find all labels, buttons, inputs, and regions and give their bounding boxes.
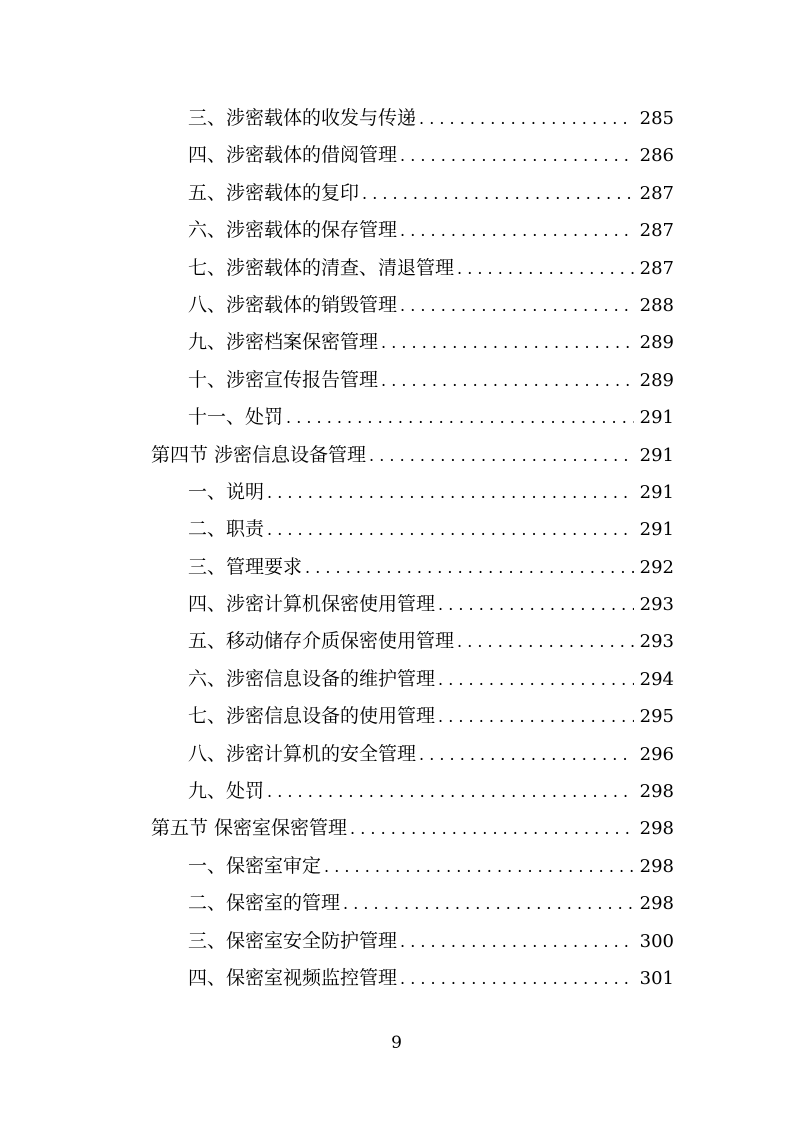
toc-entry-page: 291 [639, 519, 674, 541]
toc-entry-page: 287 [639, 220, 674, 242]
toc-entry-page: 293 [639, 631, 674, 653]
toc-entry-title: 八、涉密计算机的安全管理 [188, 742, 417, 765]
toc-entry[interactable] [0, 698, 793, 735]
toc-entry-title: 九、涉密档案保密管理 [188, 331, 379, 354]
toc-entry[interactable] [0, 885, 793, 922]
toc-entry-page: 298 [639, 781, 674, 803]
toc-leader-dots [283, 399, 634, 436]
toc-entry-page: 296 [639, 743, 674, 765]
toc-entry[interactable] [0, 511, 793, 548]
toc-leader-dots [397, 137, 634, 174]
toc-entry-title: 十、涉密宣传报告管理 [188, 368, 379, 391]
toc-entry[interactable] [0, 474, 793, 511]
toc-entry[interactable] [0, 137, 793, 174]
toc-entry-title: 九、处罚 [188, 780, 265, 803]
toc-leader-dots [340, 885, 634, 922]
toc-entry-title: 三、管理要求 [188, 555, 303, 578]
toc-leader-dots [397, 287, 634, 324]
toc-entry-title: 六、涉密信息设备的维护管理 [188, 667, 436, 690]
table-of-contents [0, 100, 793, 997]
toc-entry-title: 一、保密室审定 [188, 854, 322, 877]
toc-entry-title: 二、保密室的管理 [188, 892, 341, 915]
toc-entry[interactable] [0, 250, 793, 287]
toc-entry-page: 289 [639, 332, 674, 354]
toc-entry[interactable] [0, 960, 793, 997]
toc-entry-title: 七、涉密信息设备的使用管理 [188, 705, 436, 728]
toc-entry-page: 293 [639, 594, 674, 616]
toc-entry[interactable] [0, 324, 793, 361]
toc-entry-page: 287 [639, 257, 674, 279]
toc-leader-dots [454, 623, 634, 660]
toc-section-entry[interactable] [0, 437, 793, 474]
toc-entry-page: 292 [639, 556, 674, 578]
toc-leader-dots [397, 923, 634, 960]
toc-leader-dots [435, 698, 634, 735]
toc-leader-dots [264, 474, 634, 511]
toc-entry[interactable] [0, 586, 793, 623]
toc-entry[interactable] [0, 773, 793, 810]
toc-entry-title: 十一、处罚 [188, 406, 284, 429]
toc-leader-dots [435, 586, 634, 623]
toc-leader-dots [321, 848, 634, 885]
toc-entry[interactable] [0, 923, 793, 960]
toc-leader-dots [397, 960, 634, 997]
toc-entry-title: 四、保密室视频监控管理 [188, 966, 398, 989]
toc-leader-dots [435, 661, 634, 698]
toc-entry-page: 298 [639, 893, 674, 915]
toc-leader-dots [397, 212, 634, 249]
toc-entry[interactable] [0, 736, 793, 773]
toc-entry[interactable] [0, 362, 793, 399]
toc-entry-title: 六、涉密载体的保存管理 [188, 219, 398, 242]
toc-entry-title: 八、涉密载体的销毁管理 [188, 293, 398, 316]
toc-leader-dots [416, 736, 634, 773]
toc-leader-dots [264, 511, 634, 548]
toc-leader-dots [347, 810, 634, 847]
toc-section-entry[interactable] [0, 810, 793, 847]
toc-entry[interactable] [0, 399, 793, 436]
toc-entry-title: 五、移动储存介质保密使用管理 [188, 630, 455, 653]
toc-entry-title: 四、涉密计算机保密使用管理 [188, 593, 436, 616]
toc-entry-title: 五、涉密载体的复印 [188, 181, 360, 204]
toc-leader-dots [264, 773, 634, 810]
toc-leader-dots [416, 100, 634, 137]
toc-entry-title: 四、涉密载体的借阅管理 [188, 144, 398, 167]
toc-entry-page: 286 [639, 145, 674, 167]
toc-entry-page: 289 [639, 369, 674, 391]
toc-entry[interactable] [0, 661, 793, 698]
toc-entry-page: 300 [639, 930, 674, 952]
toc-entry-page: 291 [639, 407, 674, 429]
toc-entry[interactable] [0, 623, 793, 660]
toc-entry-page: 295 [639, 706, 674, 728]
toc-entry-page: 298 [639, 818, 674, 840]
toc-entry-page: 291 [639, 444, 674, 466]
toc-entry[interactable] [0, 212, 793, 249]
toc-leader-dots [302, 549, 634, 586]
toc-section-title: 第五节 保密室保密管理 [151, 817, 348, 840]
toc-leader-dots [378, 324, 634, 361]
toc-entry[interactable] [0, 175, 793, 212]
toc-entry[interactable] [0, 287, 793, 324]
toc-entry-page: 294 [639, 668, 674, 690]
toc-entry-page: 298 [639, 855, 674, 877]
toc-leader-dots [359, 175, 634, 212]
toc-leader-dots [366, 437, 634, 474]
toc-entry-page: 291 [639, 481, 674, 503]
page-number: 9 [391, 1033, 402, 1053]
toc-entry-page: 288 [639, 294, 674, 316]
toc-entry-page: 287 [639, 182, 674, 204]
toc-entry-title: 七、涉密载体的清查、清退管理 [188, 256, 455, 279]
toc-entry-title: 三、涉密载体的收发与传递 [188, 107, 417, 129]
toc-entry-page: 301 [639, 967, 674, 989]
toc-entry[interactable] [0, 549, 793, 586]
toc-entry-title: 一、说明 [188, 480, 265, 503]
toc-entry-title: 三、保密室安全防护管理 [188, 929, 398, 952]
toc-leader-dots [454, 250, 634, 287]
toc-entry[interactable] [0, 100, 793, 137]
toc-leader-dots [378, 362, 634, 399]
toc-entry-page: 285 [639, 108, 674, 129]
toc-entry-title: 二、职责 [188, 518, 265, 541]
toc-entry[interactable] [0, 848, 793, 885]
toc-section-title: 第四节 涉密信息设备管理 [151, 443, 367, 466]
